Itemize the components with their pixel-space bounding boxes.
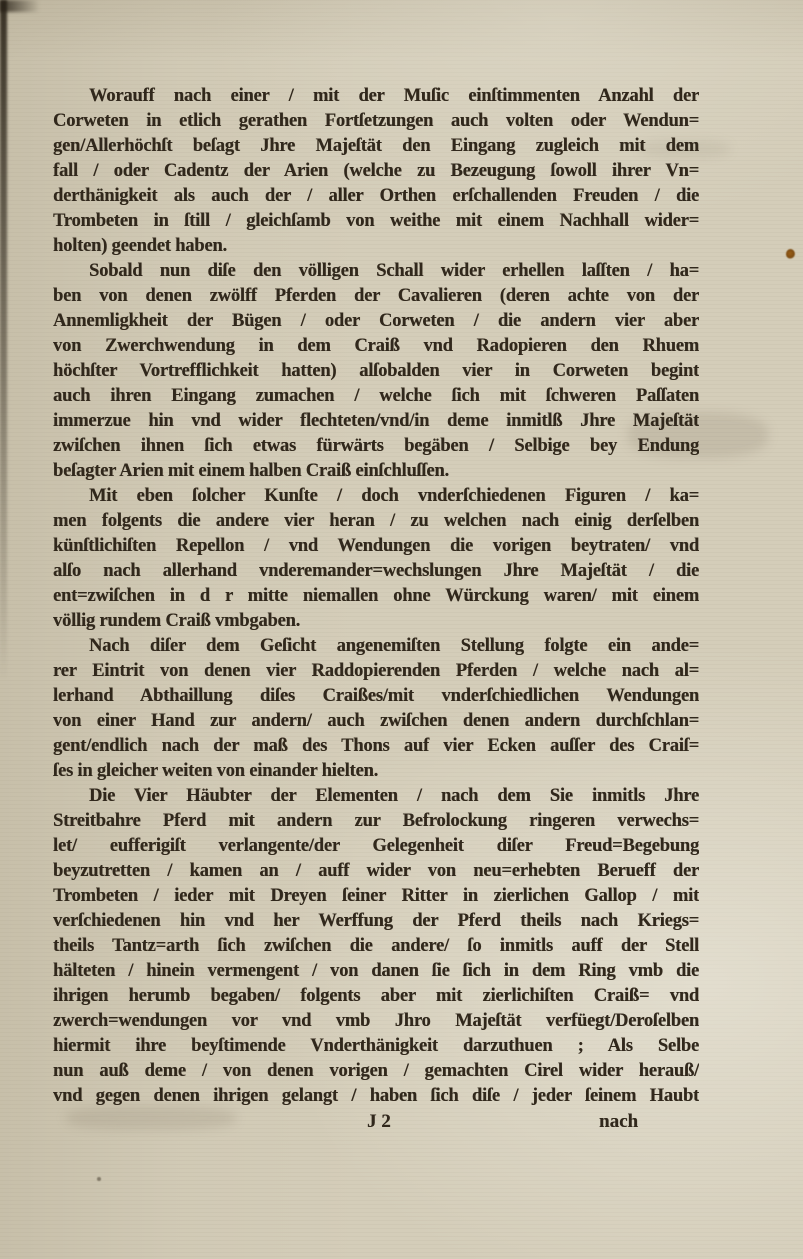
text-line: völlig rundem Craiß vmbgaben.	[53, 611, 301, 631]
text-line: Die Vier Häubter der Elementen / nach dem Sie inmitls Jhre	[89, 786, 699, 806]
text-line: Worauff nach einer / mit der Muſic einſtimmenten Anzahl der	[89, 86, 699, 106]
text-line: Annemligkheit der Bügen / oder Corweten / die andern vier aber	[53, 311, 699, 331]
text-line: höchſter Vortrefflichkeit hatten) alſobalden vier in Corweten begint	[53, 361, 699, 381]
text-line: Streitbahre Pferd mit andern zur Befrolockung ringeren verwechs=	[53, 811, 699, 831]
binding-shadow	[0, 0, 7, 680]
text-block	[53, 84, 699, 1109]
text-line: vnd gegen denen ihrigen gelangt / haben ſich diſe / jeder ſeinem Haubt	[53, 1086, 699, 1106]
page-corner-shadow	[0, 0, 44, 12]
text-line: lerhand Abthaillung diſes Craißes/mit vnderſchiedlichen Wendungen	[53, 686, 699, 706]
text-line: von einer Hand zur andern/ auch zwiſchen denen andern durchſchlan=	[53, 711, 699, 731]
foxing-spot	[786, 249, 795, 259]
text-line: derthänigkeit als auch der / aller Orthen erſchallenden Freuden / die	[53, 186, 699, 206]
text-line: nun auß deme / von denen vorigen / gemachten Cirel wider herauß/	[53, 1061, 699, 1081]
text-line: immerzue hin vnd wider flechteten/vnd/in deme inmitlß Jhre Majeſtät	[53, 411, 699, 431]
text-line: Trombeten in ſtill / gleichſamb von weithe mit einem Nachhall wider=	[53, 211, 699, 231]
text-line: künſtlichiſten Repellon / vnd Wendungen die vorigen beytraten/ vnd	[53, 536, 699, 556]
text-line: holten) geendet haben.	[53, 236, 227, 256]
text-line: hiermit ihre beyſtimende Vnderthänigkeit darzuthuen ; Als Selbe	[53, 1036, 699, 1056]
text-line: ihrigen herumb begaben/ folgents aber mit zierlichiſten Craiß= vnd	[53, 986, 699, 1006]
text-line: fall / oder Cadentz der Arien (welche zu Bezeugung ſowoll ihrer Vn=	[53, 161, 699, 181]
text-line: verſchiedenen hin vnd her Werffung der Pferd theils nach Kriegs=	[53, 911, 699, 931]
text-line: theils Tantz=arth ſich zwiſchen die andere/ ſo inmitls auff der Stell	[53, 936, 699, 956]
paragraph-2	[53, 259, 699, 484]
text-line: gen/Allerhöchſt beſagt Jhre Majeſtät den Eingang zugleich mit dem	[53, 136, 699, 156]
text-line: beſagter Arien mit einem halben Craiß einſchluſſen.	[53, 461, 449, 481]
text-line: rer Eintrit von denen vier Raddopierenden Pferden / welche nach al=	[53, 661, 699, 681]
text-line: auch ihren Eingang zumachen / welche ſich mit ſchweren Paſſaten	[53, 386, 699, 406]
text-line: ben von denen zwölff Pferden der Cavalieren (deren achte von der	[53, 286, 699, 306]
paragraph-1	[53, 84, 699, 259]
signature-mark: J 2	[367, 1111, 391, 1132]
text-line: Corweten in etlich gerathen Fortſetzungen auch volten oder Wendun=	[53, 111, 699, 131]
text-line: Trombeten / ieder mit Dreyen ſeiner Ritter in zierlichen Gallop / mit	[53, 886, 699, 906]
paragraph-4	[53, 634, 699, 784]
footer-line	[53, 1109, 699, 1135]
text-line: let/ eufferigiſt verlangente/der Gelegenheit diſer Freud=Begebung	[53, 836, 699, 856]
text-line: beyzutretten / kamen an / auff wider von neu=erhebten Berueff der	[53, 861, 699, 881]
text-line: alſo nach allerhand vnderemander=wechslungen Jhre Majeſtät / die	[53, 561, 699, 581]
text-line: Mit eben ſolcher Kunſte / doch vnderſchiedenen Figuren / ka=	[89, 486, 699, 506]
paragraph-5	[53, 784, 699, 1109]
paragraph-3	[53, 484, 699, 634]
text-line: ent=zwiſchen in d r mitte niemallen ohne Würckung waren/ mit einem	[53, 586, 699, 606]
text-line: zwiſchen ihnen ſich etwas fürwärts begäben / Selbige bey Endung	[53, 436, 699, 456]
text-line: men folgents die andere vier heran / zu welchen nach einig derſelben	[53, 511, 699, 531]
ink-speck	[97, 1177, 101, 1181]
text-line: Sobald nun diſe den völligen Schall wider erhellen laſſten / ha=	[89, 261, 699, 281]
text-line: von Zwerchwendung in dem Craiß vnd Radopieren den Rhuem	[53, 336, 699, 356]
text-line: Nach diſer dem Geſicht angenemiſten Stellung folgte ein ande=	[89, 636, 699, 656]
text-line: gent/endlich nach der maß des Thons auf vier Ecken auſſer des Craiſ=	[53, 736, 699, 756]
text-line: ſes in gleicher weiten von einander hielten.	[53, 761, 379, 781]
text-line: zwerch=wendungen vor vnd vmb Jhro Majeſtät verfüegt/Deroſelben	[53, 1011, 699, 1031]
catchword: nach	[599, 1111, 639, 1132]
text-line: hälteten / hinein vermengent / von danen ſie ſich in dem Ring vmb die	[53, 961, 699, 981]
